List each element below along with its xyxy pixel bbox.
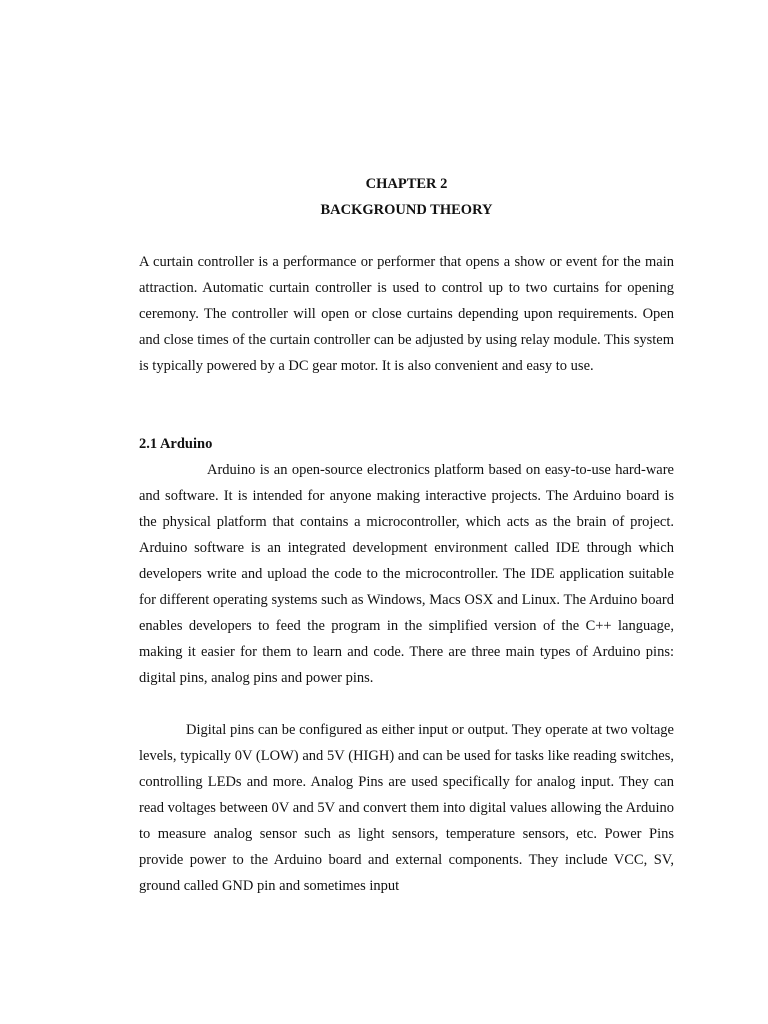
pins-paragraph: Digital pins can be configured as either input or output. They operate at two voltage levels, typically 0V (LOW) and 5V (HIGH) and can be used for tasks like reading switches, controlling LEDs and more. Analog Pins are used specifically for analog input. They can read voltages between 0V and 5V and convert them into digital values allowing the Arduino to measure analog sensor such as light sensors, temperature sensors, etc. Power Pins provide power to the Arduino board and external components. They include VCC, SV, ground called GND pin and sometimes input bbox=[139, 722, 674, 894]
chapter-title: BACKGROUND THEORY bbox=[320, 202, 493, 218]
section-heading-arduino: 2.1 Arduino bbox=[139, 436, 213, 452]
chapter-label: CHAPTER 2 bbox=[365, 176, 448, 192]
arduino-paragraph: Arduino is an open-source electronics platform based on easy-to-use hard-ware and software. It is intended for anyone making interactive projects. The Arduino board is the physical platform that contains a microcontroller, which acts as the brain of project. Arduino software is an integrated development environment called IDE through which developers write and upload the code to the microcontroller. The IDE application suitable for different operating systems such as Windows, Macs OSX and Linux. The Arduino board enables developers to feed the program in the simplified version of the C++ language, making it easier for them to learn and code. There are three main types of Arduino pins: digital pins, analog pins and power pins. bbox=[139, 462, 674, 686]
intro-paragraph: A curtain controller is a performance or performer that opens a show or event for the main attraction. Automatic curtain controller is used to control up to two curtains for opening ceremony. The controller will open or close curtains depending upon requirements. Open and close times of the curtain controller can be adjusted by using relay module. This system is typically powered by a DC gear motor. It is also convenient and easy to use. bbox=[139, 254, 674, 374]
